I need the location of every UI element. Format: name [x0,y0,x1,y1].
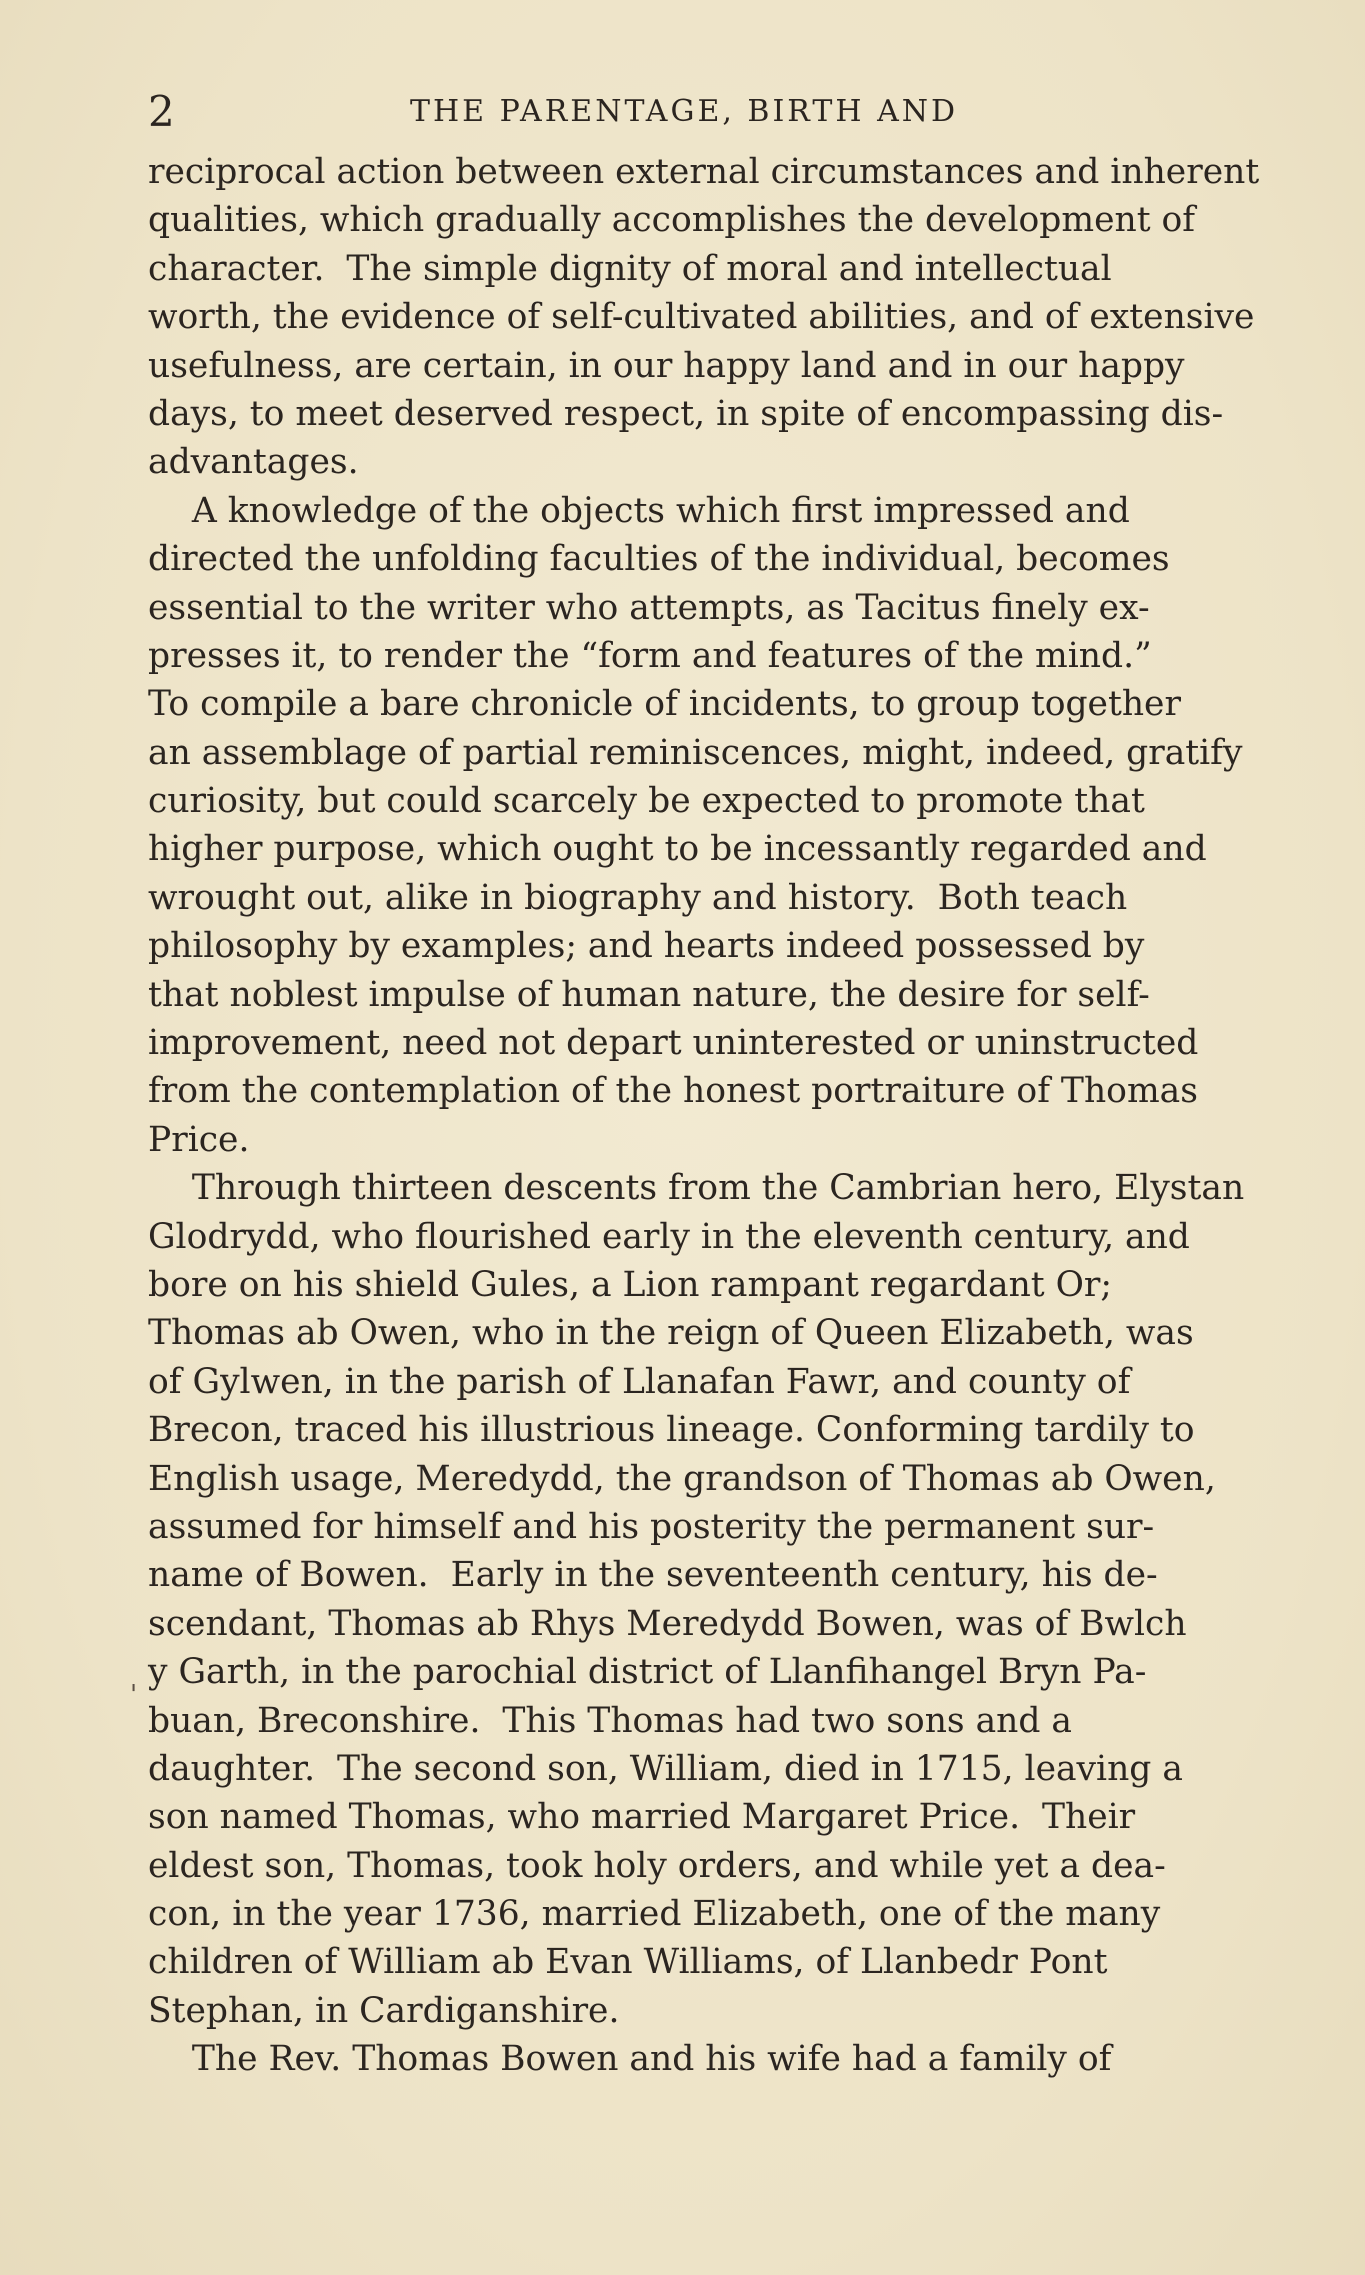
text-line: that noblest impulse of human nature, the desire for self- [148,974,1150,1015]
text-line: Stephan, in Cardiganshire. [148,1990,620,2031]
text-line: an assemblage of partial reminiscences, might, indeed, gratify [148,732,1243,773]
page-number: 2 [148,87,175,136]
running-head: THE PARENTAGE, BIRTH AND [410,94,959,129]
text-line: con, in the year 1736, married Elizabeth, one of the many [148,1894,1161,1935]
text-line: wrought out, alike in biography and history. Both teach [148,877,1128,918]
text-line: children of William ab Evan Williams, of Llanbedr Pont [148,1942,1108,1983]
text-line: advantages. [148,442,359,483]
text-line: reciprocal action between external circumstances and inherent [148,152,1260,192]
text-line: essential to the writer who attempts, as Tacitus finely ex- [148,587,1150,628]
text-line: English usage, Meredydd, the grandson of Thomas ab Owen, [148,1458,1216,1499]
text-line: bore on his shield Gules, a Lion rampant regardant Or; [148,1264,1113,1305]
text-line: higher purpose, which ought to be incessantly regarded and [148,829,1207,870]
text-line: Glodrydd, who flourished early in the eleventh century, and [148,1216,1190,1257]
text-line: usefulness, are certain, in our happy land and in our happy [148,345,1185,386]
text-line: Brecon, traced his illustrious lineage. Conforming tardily to [148,1410,1195,1451]
text-line: y Garth, in the parochial district of Llanfihangel Bryn Pa- [148,1652,1147,1693]
text-line: daughter. The second son, William, died in 1715, leaving a [148,1748,1183,1789]
text-line: name of Bowen. Early in the seventeenth century, his de- [148,1555,1158,1596]
stray-ink-mark: ' [130,1680,138,1710]
text-line: improvement, need not depart uninterested or uninstructed [148,1023,1199,1064]
text-line: Thomas ab Owen, who in the reign of Queen Elizabeth, was [148,1313,1194,1354]
text-line: philosophy by examples; and hearts indeed possessed by [148,926,1145,967]
text-line: Price. [148,1119,250,1160]
text-line: buan, Breconshire. This Thomas had two sons and a [148,1700,1073,1741]
text-line: A knowledge of the objects which first impressed and [148,490,1130,531]
text-line: worth, the evidence of self-cultivated abilities, and of extensive [148,297,1255,338]
page-header [148,82,1248,142]
text-line: character. The simple dignity of moral and intellectual [148,248,1112,289]
text-line: To compile a bare chronicle of incidents, to group together [148,684,1181,725]
text-line: scendant, Thomas ab Rhys Meredydd Bowen, was of Bwlch [148,1603,1187,1644]
text-line: son named Thomas, who married Margaret Price. Their [148,1797,1136,1838]
text-line: directed the unfolding faculties of the individual, becomes [148,539,1170,580]
text-line: The Rev. Thomas Bowen and his wife had a family of [148,2039,1112,2080]
text-line: of Gylwen, in the parish of Llanafan Fawr, and county of [148,1361,1131,1402]
text-line: assumed for himself and his posterity the permanent sur- [148,1506,1155,1547]
text-line: eldest son, Thomas, took holy orders, and while yet a dea- [148,1845,1166,1886]
body-text [148,148,1260,2084]
text-line: from the contemplation of the honest portraiture of Thomas [148,1071,1198,1112]
text-line: presses it, to render the “form and features of the mind.” [148,635,1152,676]
text-line: Through thirteen descents from the Cambrian hero, Elystan [148,1168,1245,1209]
text-line: qualities, which gradually accomplishes the development of [148,200,1196,241]
text-line: curiosity, but could scarcely be expected to promote that [148,781,1145,822]
text-line: days, to meet deserved respect, in spite of encompassing dis- [148,393,1224,434]
